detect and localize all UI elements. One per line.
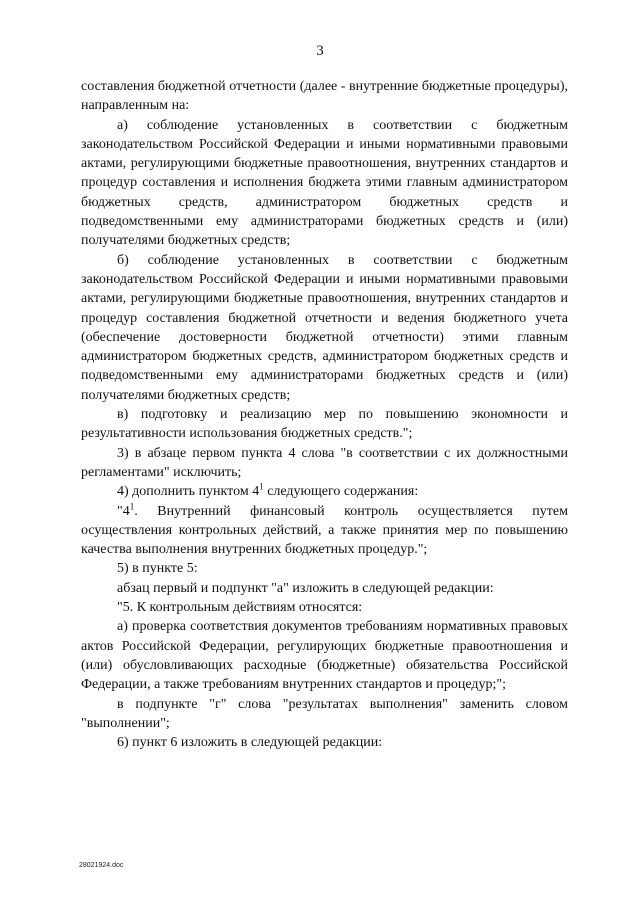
page-number: 3	[316, 43, 324, 59]
paragraph	[81, 482, 568, 501]
paragraph: 6) пункт 6 изложить в следующей редакции:	[117, 735, 383, 751]
paragraph-text: 4) дополнить пунктом 4	[117, 484, 260, 500]
paragraph: абзац первый и подпункт "а" изложить в следующей редакции:	[117, 580, 494, 596]
paragraph: 5) в пункте 5:	[117, 561, 198, 577]
paragraph-text: "4	[117, 503, 130, 519]
superscript: 1	[129, 500, 135, 511]
paragraph: в) подготовку и реализацию мер по повышению экономности и результативности использования бюджетных средств.";	[81, 407, 568, 442]
paragraph-text: следующего содержания:	[263, 484, 419, 500]
paragraph: в подпункте "г" слова "результатах выполнения" заменить словом "выполнении";	[81, 696, 568, 731]
paragraph: 3) в абзаце первом пункта 4 слова "в соответствии с их должностными регламентами" исключить;	[81, 445, 568, 480]
superscript: 1	[259, 481, 264, 492]
document-body	[81, 77, 568, 752]
paragraph	[81, 502, 568, 560]
paragraph: а) проверка соответствия документов требованиям нормативных правовых актов Российской Федерации, регулирующих бюджетные правоотношения и (или) обусловливающих расходные (бюджетные) обязательства Российской Федерации, а также требованиям внутренних стандартов и процедур;";	[81, 619, 568, 693]
file-name-footer: 28021924.doc	[79, 862, 124, 869]
paragraph: б) соблюдение установленных в соответствии с бюджетным законодательством Российской Федерации и иными нормативными правовыми актами, регулирующими бюджетные правоотношения, внутренних стандартов и процедур составления бюджетной отчетности и ведения бюджетного учета (обеспечение достоверности бюджетной отчетности) этими главным администратором бюджетных средств, администратором бюджетных средств и подведомственными ему администраторами бюджетных средств и (или) получателями бюджетных средств;	[81, 252, 568, 403]
paragraph: а) соблюдение установленных в соответствии с бюджетным законодательством Российской Федерации и иными нормативными правовыми актами, регулирующими бюджетные правоотношения, внутренних стандартов и процедур составления и исполнения бюджета этими главным администратором бюджетных средств, администратором бюджетных средств и подведомственными ему администраторами бюджетных средств и (или) получателями бюджетных средств;	[81, 117, 568, 249]
paragraph: "5. К контрольным действиям относятся:	[117, 600, 363, 616]
paragraph-text: . Внутренний финансовый контроль осуществляется путем осуществления контрольных действий, а также принятия мер по повышению качества выполнения внутренних бюджетных процедур.";	[81, 503, 568, 558]
paragraph: составления бюджетной отчетности (далее - внутренние бюджетные процедуры), направленным на:	[81, 79, 568, 114]
